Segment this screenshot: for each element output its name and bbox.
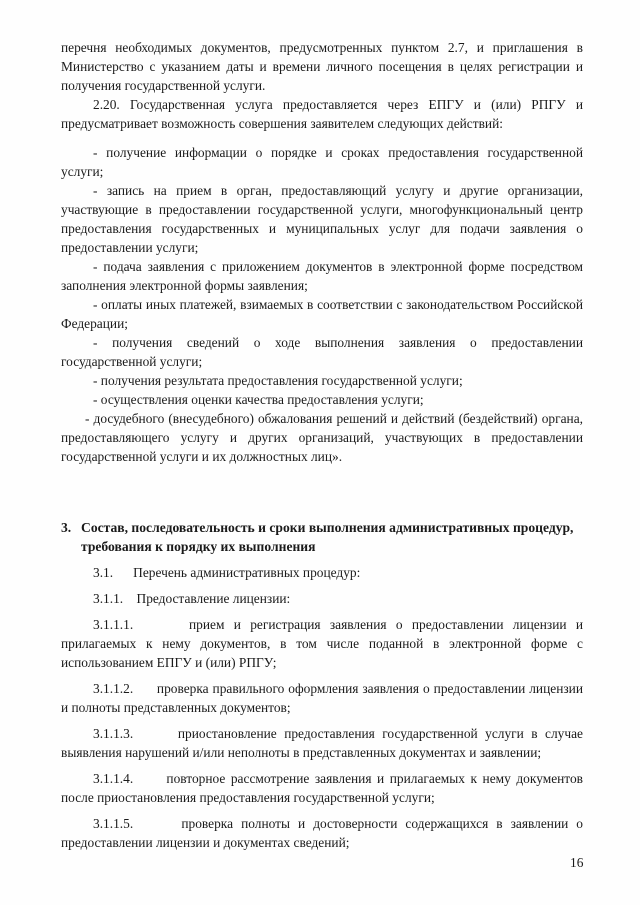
item-3-1-1: 3.1.1. Предоставление лицензии: <box>93 591 291 606</box>
action-item: - получение информации о порядке и сроках предоставления государственной услуги; <box>61 145 583 179</box>
procedure-item: 3.1.1.3. приостановление предоставления государственной услуги в случае выявления нарушений и/или неполноты в представленных документах и заявлении; <box>61 726 587 760</box>
action-item: - получения результата предоставления государственной услуги; <box>93 373 463 388</box>
action-item: - запись на прием в орган, предоставляющий услугу и другие организации, участвующие в предоставлении государственной услуги, многофункциональный центр предоставления государственных и муниципальных услуг для подачи заявления о предоставлении услуги; <box>61 183 583 255</box>
action-item: - осуществления оценки качества предоставления услуги; <box>93 392 424 407</box>
section-3-heading <box>61 518 583 556</box>
item-3-1: 3.1. Перечень административных процедур: <box>93 565 361 580</box>
document-page <box>61 38 587 852</box>
page-number: 16 <box>570 855 584 870</box>
intro-paragraph: перечня необходимых документов, предусмотренных пунктом 2.7, и приглашения в Министерство с указанием даты и времени личного посещения в целях регистрации и получения государственной услуги. <box>61 40 583 93</box>
procedure-item: 3.1.1.4. повторное рассмотрение заявления и прилагаемых к нему документов после приостановления предоставления государственной услуги; <box>61 771 587 805</box>
section-number: 3. <box>61 520 72 535</box>
procedure-item: 3.1.1.1. прием и регистрация заявления о предоставлении лицензии и прилагаемых к нему документов, в том числе поданной в электронной форме с использованием ЕПГУ и (или) РПГУ; <box>61 617 587 670</box>
clause-2-20: 2.20. Государственная услуга предоставляется через ЕПГУ и (или) РПГУ и предусматривает возможность совершения заявителем следующих действий: <box>61 97 583 131</box>
action-item: - досудебного (внесудебного) обжалования решений и действий (бездействий) органа, предоставляющего услугу и других организаций, участвующих в предоставлении государственной услуги и их должностных лиц». <box>61 411 583 464</box>
action-item: - получения сведений о ходе выполнения заявления о предоставлении государственной услуги; <box>61 335 583 369</box>
action-item: - оплаты иных платежей, взимаемых в соответствии с законодательством Российской Федерации; <box>61 297 583 331</box>
action-item: - подача заявления с приложением документов в электронной форме посредством заполнения электронной формы заявления; <box>61 259 583 293</box>
section-title: Состав, последовательность и сроки выполнения административных процедур, требования к порядку их выполнения <box>81 520 574 554</box>
procedure-item: 3.1.1.2. проверка правильного оформления заявления о предоставлении лицензии и полноты представленных документов; <box>61 681 587 715</box>
procedure-item: 3.1.1.5. проверка полноты и достоверности содержащихся в заявлении о предоставлении лицензии и документах сведений; <box>61 816 587 850</box>
